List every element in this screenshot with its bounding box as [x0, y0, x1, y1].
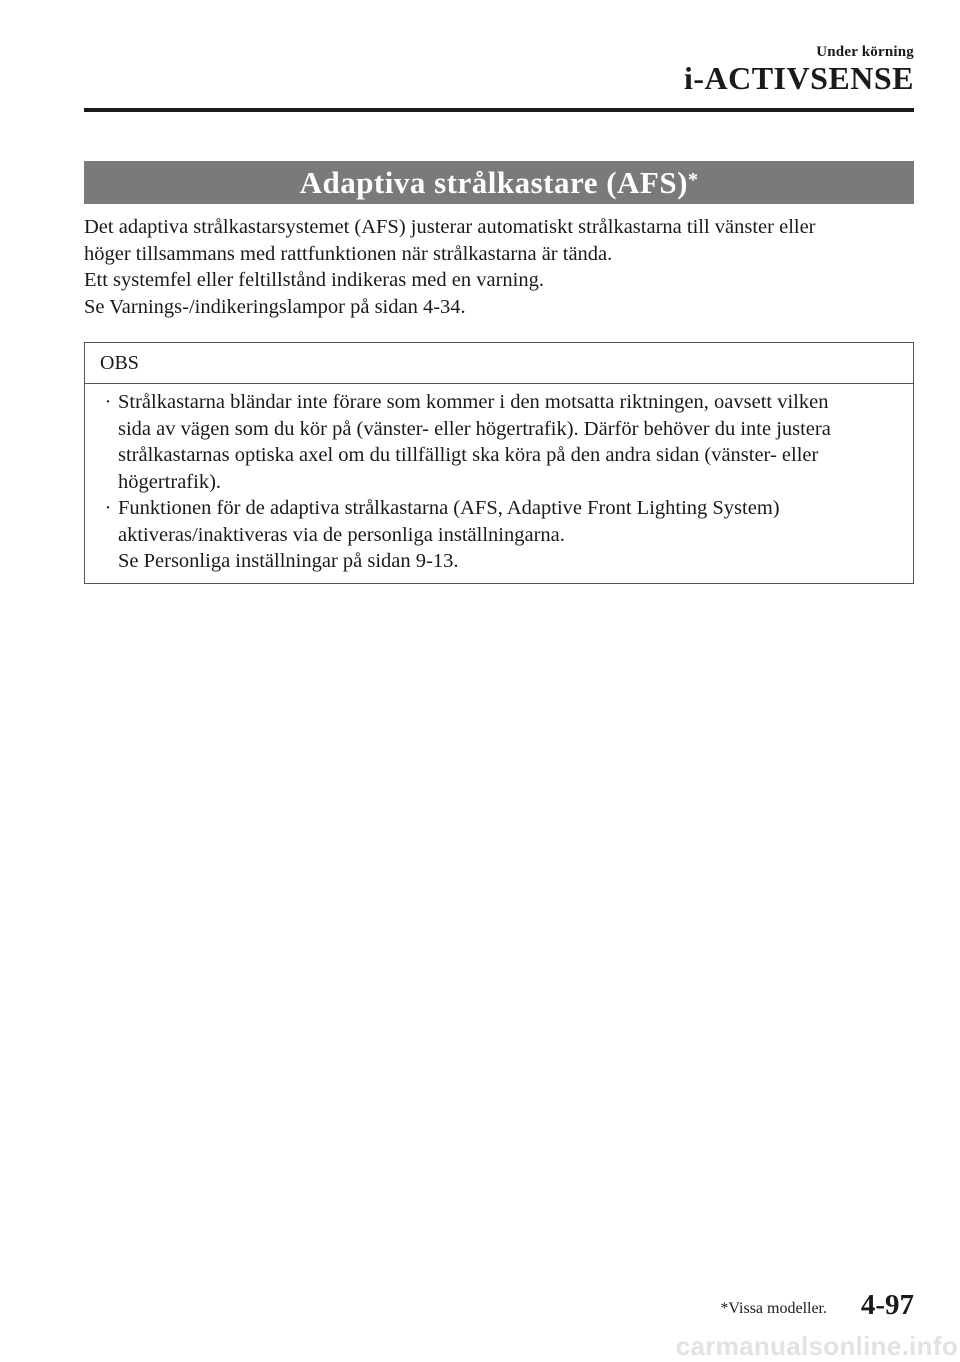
section-title: i-ACTIVSENSE [683, 60, 914, 96]
intro-line: Det adaptiva strålkastarsystemet (AFS) justerar automatiskt strålkastarna till vänster eller [84, 216, 816, 238]
footer-note: *Vissa modeller. [720, 1300, 827, 1317]
note-line: Funktionen för de adaptiva strålkastarna (AFS, Adaptive Front Lighting System) [118, 497, 780, 519]
chapter-label: Under körning [816, 44, 914, 60]
watermark: carmanualsonline.info [675, 1331, 958, 1361]
note-line: Strålkastarna bländar inte förare som kommer i den motsatta riktningen, oavsett vilken [118, 391, 829, 413]
note-item [98, 495, 899, 575]
note-line: högertrafik). [118, 470, 222, 493]
note-body [85, 384, 913, 583]
bullet-icon: · [104, 497, 112, 519]
intro-text [84, 214, 914, 320]
note-item [98, 389, 899, 495]
intro-line: höger tillsammans med rattfunktionen när strålkastarna är tända. [84, 242, 613, 265]
note-line: strålkastarnas optiska axel om du tillfälligt ska köra på den andra sidan (vänster- eller [118, 444, 819, 466]
header-rule [84, 108, 914, 112]
banner-title: Adaptiva strålkastare (AFS) [299, 164, 688, 200]
note-line: Se Personliga inställningar på sidan 9-13. [118, 550, 459, 572]
intro-line: Se Varnings-/indikeringslampor på sidan 4-34. [84, 295, 466, 318]
section-banner [84, 161, 914, 204]
note-item-text [118, 495, 899, 575]
banner-asterisk: * [687, 169, 699, 191]
note-item-text [118, 389, 899, 495]
note-line: sida av vägen som du kör på (vänster- eller högertrafik). Därför behöver du inte justera [118, 417, 831, 440]
page-number: 4-97 [860, 1289, 914, 1321]
note-box [84, 342, 914, 584]
intro-line: Ett systemfel eller feltillstånd indikeras med en varning. [84, 269, 544, 291]
bullet-icon: · [104, 391, 112, 413]
note-line: aktiveras/inaktiveras via de personliga inställningarna. [118, 523, 565, 546]
note-heading: OBS [85, 343, 913, 384]
